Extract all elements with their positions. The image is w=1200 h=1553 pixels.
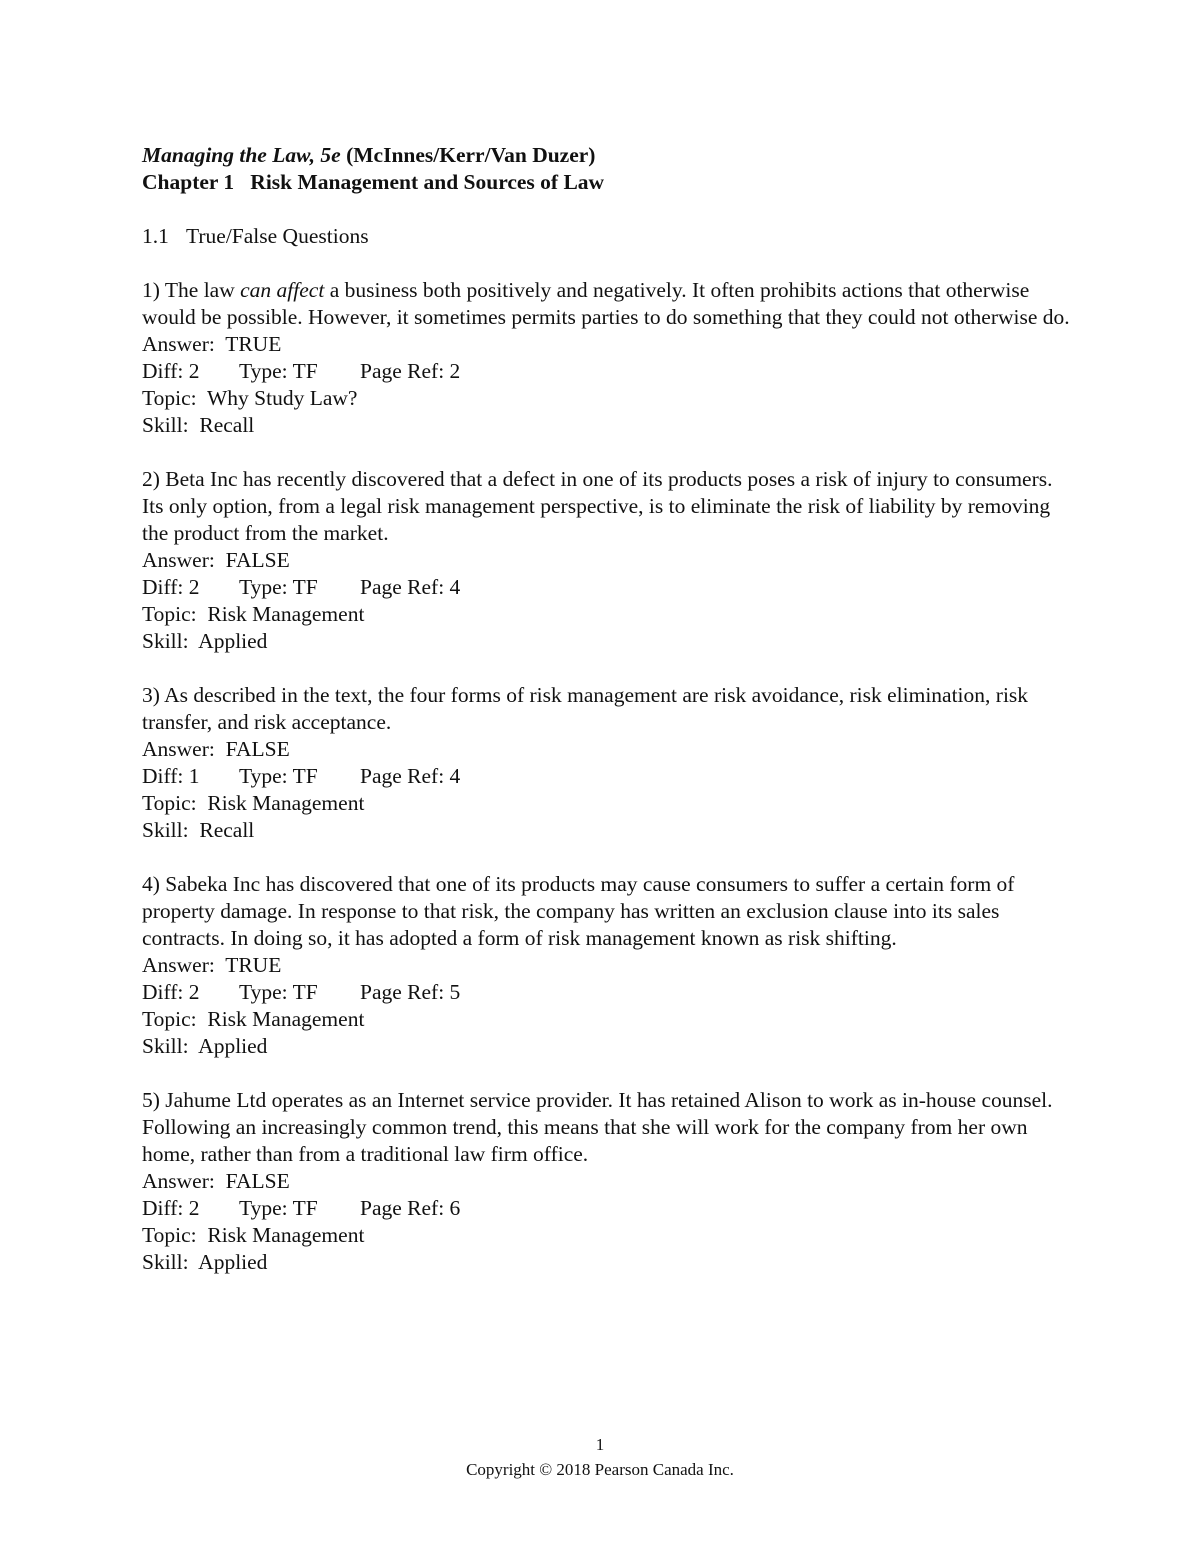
answer-line: Answer: FALSE xyxy=(142,737,290,761)
question-type: Type: TF xyxy=(239,575,318,599)
page-reference: Page Ref: 5 xyxy=(360,980,461,1004)
topic-line: Topic: Why Study Law? xyxy=(142,386,358,410)
answer-line: Answer: FALSE xyxy=(142,1169,290,1193)
topic-line: Topic: Risk Management xyxy=(142,791,365,815)
metadata-row xyxy=(142,358,1072,385)
question-text-part: 1) The law xyxy=(142,278,241,302)
question-type: Type: TF xyxy=(239,1196,318,1220)
question-text xyxy=(142,277,1072,331)
skill-line: Skill: Applied xyxy=(142,629,268,653)
skill-line: Skill: Applied xyxy=(142,1034,268,1058)
question-list xyxy=(142,277,1072,1276)
difficulty: Diff: 1 xyxy=(142,764,200,788)
page-reference: Page Ref: 6 xyxy=(360,1196,461,1220)
question-type: Type: TF xyxy=(239,359,318,383)
skill-line: Skill: Recall xyxy=(142,818,255,842)
topic-line: Topic: Risk Management xyxy=(142,1223,365,1247)
chapter-heading: Chapter 1 Risk Management and Sources of Law xyxy=(142,170,605,194)
question-item xyxy=(142,466,1072,655)
page-number: 1 xyxy=(595,1435,605,1454)
section-heading xyxy=(142,223,1072,250)
question-item xyxy=(142,277,1072,439)
question-text: 3) As described in the text, the four forms of risk management are risk avoidance, risk elimination, risk transfer, and risk acceptance. xyxy=(142,683,1029,734)
question-text-emphasis: can affect xyxy=(240,278,325,302)
question-text: 2) Beta Inc has recently discovered that a defect in one of its products poses a risk of injury to consumers. Its only option, from a legal risk management perspective, is to eliminate the risk of liability by removing the product from the market. xyxy=(142,467,1053,545)
book-title-authors: (McInnes/Kerr/Van Duzer) xyxy=(340,143,596,167)
question-item xyxy=(142,871,1072,1060)
question-text: 5) Jahume Ltd operates as an Internet service provider. It has retained Alison to work as in-house counsel. Following an increasingly common trend, this means that she will work for the company from her own home, rather than from a traditional law firm office. xyxy=(142,1088,1053,1166)
book-title xyxy=(142,142,1072,169)
section-number: 1.1 xyxy=(142,224,169,248)
metadata-row xyxy=(142,979,1072,1006)
answer-line: Answer: TRUE xyxy=(142,332,282,356)
copyright-notice: Copyright © 2018 Pearson Canada Inc. xyxy=(466,1460,734,1479)
difficulty: Diff: 2 xyxy=(142,359,200,383)
skill-line: Skill: Recall xyxy=(142,413,255,437)
question-type: Type: TF xyxy=(239,764,318,788)
metadata-row xyxy=(142,1195,1072,1222)
page-content xyxy=(142,142,1072,1303)
skill-line: Skill: Applied xyxy=(142,1250,268,1274)
question-type: Type: TF xyxy=(239,980,318,1004)
topic-line: Topic: Risk Management xyxy=(142,602,365,626)
metadata-row xyxy=(142,574,1072,601)
difficulty: Diff: 2 xyxy=(142,980,200,1004)
page-reference: Page Ref: 4 xyxy=(360,575,461,599)
metadata-row xyxy=(142,763,1072,790)
question-text: 4) Sabeka Inc has discovered that one of its products may cause consumers to suffer a certain form of property damage. In response to that risk, the company has written an exclusion clause into its sales contracts. In doing so, it has adopted a form of risk management known as risk shifting. xyxy=(142,872,1015,950)
topic-line: Topic: Risk Management xyxy=(142,1007,365,1031)
difficulty: Diff: 2 xyxy=(142,1196,200,1220)
question-item xyxy=(142,682,1072,844)
difficulty: Diff: 2 xyxy=(142,575,200,599)
book-title-italic: Managing the Law, 5e xyxy=(142,143,341,167)
answer-line: Answer: TRUE xyxy=(142,953,282,977)
page-reference: Page Ref: 4 xyxy=(360,764,461,788)
answer-line: Answer: FALSE xyxy=(142,548,290,572)
section-title: True/False Questions xyxy=(186,224,369,248)
question-text-part: a business both positively and negatively. It often prohibits actions that otherwise would be possible. However, it sometimes permits parties to do something that they could not otherwise do. xyxy=(142,278,1070,329)
page-reference: Page Ref: 2 xyxy=(360,359,461,383)
question-item xyxy=(142,1087,1072,1276)
